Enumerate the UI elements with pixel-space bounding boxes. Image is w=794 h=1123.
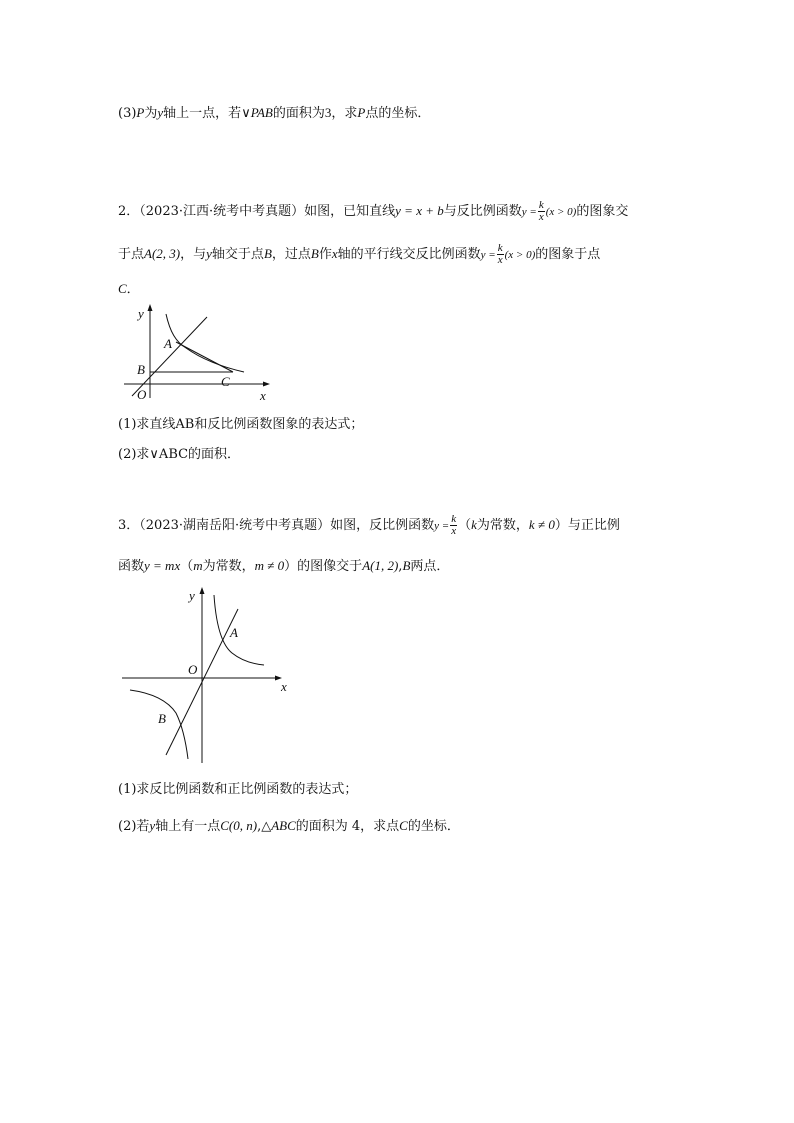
fraction-k-over-x: $\frac{k}{x}$	[538, 199, 544, 223]
q3-line-2: 函数y = mx（m为常数，m ≠ 0）的图像交于A(1, 2),B两点．	[118, 558, 450, 574]
q2-line-3: C．	[118, 281, 140, 297]
q3-fig-label-x: x	[281, 679, 287, 694]
q3-part2: (2)若y轴上有一点C(0, n),△ABC的面积为 4，求点C的坐标．	[118, 818, 460, 834]
q2-fig-label-y: y	[138, 306, 144, 321]
q3-fig-label-a: A	[230, 625, 238, 640]
q2-part2: (2)求∨ABC的面积．	[118, 447, 241, 462]
q2-part1: (1)求直线AB和反比例函数图象的表达式；	[118, 417, 364, 432]
q3-part1: (1)求反比例函数和正比例函数的表达式；	[118, 782, 358, 797]
q2-fig-label-a: A	[164, 336, 172, 351]
q2-fig-label-x: x	[260, 388, 266, 403]
q3-fig-label-y: y	[189, 588, 195, 603]
fraction-k-over-x: $\frac{k}{x}$	[497, 242, 503, 266]
q3-fig-label-o: O	[188, 662, 198, 677]
q2-line-1: 2．（2023·江西·统考中考真题）如图，已知直线y = x + b与反比例函数y = $\frac{k}{x}$ (x > 0)的图象交	[118, 199, 629, 223]
q3-fig-label-b: B	[158, 711, 166, 726]
q2-line-2: 于点A(2, 3)，与y轴交于点B，过点B作x轴的平行线交反比例函数y = $\frac{k}{x}$ (x > 0)的图象于点	[118, 242, 601, 266]
q1-part3-line: (3)P为y轴上一点，若∨PAB的面积为3，求P点的坐标．	[118, 105, 431, 121]
q2-fig-label-o: O	[137, 387, 147, 402]
q2-fig-label-c: C	[221, 374, 230, 389]
q2-fig-label-b: B	[137, 362, 145, 377]
fraction-k-over-x: $\frac{k}{x}$	[451, 513, 457, 537]
q3-line-1: 3．（2023·湖南岳阳·统考中考真题）如图，反比例函数y = $\frac{k}{x}$ （k为常数，k ≠ 0）与正比例	[118, 513, 620, 537]
q2-figure	[118, 302, 278, 402]
q3-figure	[118, 585, 298, 765]
